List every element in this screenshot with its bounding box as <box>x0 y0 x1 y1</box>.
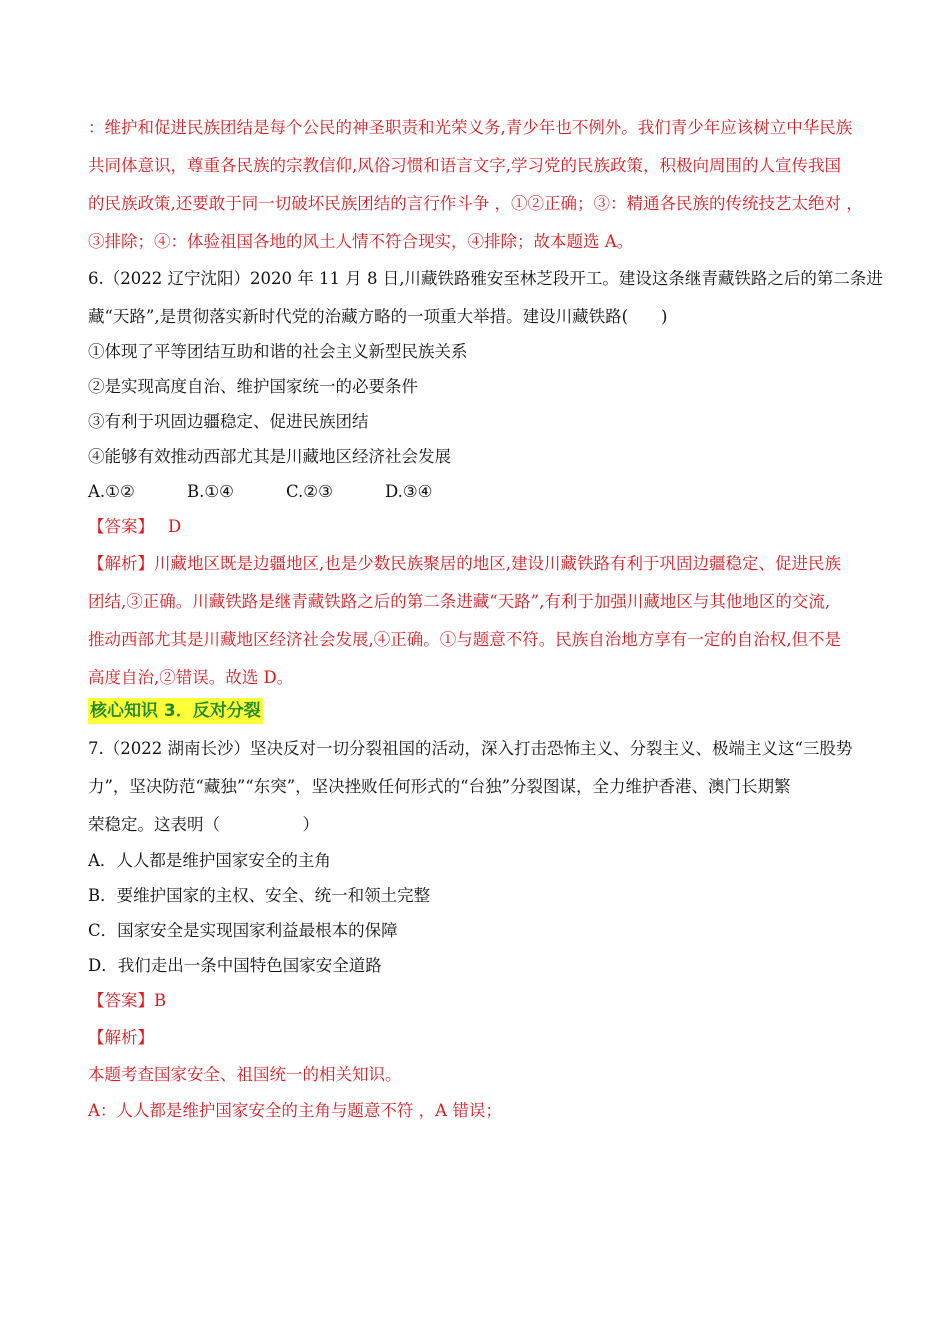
q6-analysis-line-4: 高度自治,②错误。故选 D。 <box>88 668 294 687</box>
q6-options <box>88 481 880 503</box>
section-heading: 核心知识 3．反对分裂 <box>88 698 263 724</box>
q7-answer-label: 【答案】 <box>88 991 154 1010</box>
q6-analysis-line-2: 团结,③正确。川藏铁路是继青藏铁路之后的第二条进藏“天路”,有利于加强川藏地区与其他地区的交流, <box>88 592 831 611</box>
q6-option-a: A.①② <box>88 482 135 501</box>
q6-option-d: D.③④ <box>385 482 433 501</box>
q6-analysis-line-3: 推动西部尤其是川藏地区经济社会发展,④正确。①与题意不符。民族自治地方享有一定的自治权,但不是 <box>88 630 841 649</box>
q6-analysis-line-1 <box>88 553 880 575</box>
q7-analysis-line-2: A：人人都是维护国家安全的主角与题意不符 ，A 错误； <box>88 1101 502 1120</box>
prev-analysis-line-2: 共同体意识，尊重各民族的宗教信仰,风俗习惯和语言文字,学习党的民族政策，积极向周围的人宣传我国 <box>88 156 841 175</box>
q6-answer <box>88 516 880 538</box>
q7-stem-line-2: 力”，坚决防范“藏独”“东突”，坚决挫败任何形式的“台独”分裂图谋，全力维护香港、澳门长期繁 <box>88 777 791 796</box>
q7-answer <box>88 990 880 1012</box>
q7-stem-line-1: 7.（2022 湖南长沙）坚决反对一切分裂祖国的活动，深入打击恐怖主义、分裂主义、极端主义这“三股势 <box>88 739 853 758</box>
prev-analysis-line-4: ③排除；④：体验祖国各地的风土人情不符合现实，④排除；故本题选 A。 <box>88 232 634 251</box>
q6-analysis-label: 【解析】 <box>88 554 154 573</box>
q6-stem-line-2: 藏“天路”,是贯彻落实新时代党的治藏方略的一项重大举措。建设川藏铁路( ) <box>88 307 668 326</box>
q6-statement-1: ①体现了平等团结互助和谐的社会主义新型民族关系 <box>88 342 468 361</box>
q6-statement-2: ②是实现高度自治、维护国家统一的必要条件 <box>88 377 418 396</box>
q6-statement-3: ③有利于巩固边疆稳定、促进民族团结 <box>88 412 369 431</box>
q6-option-c: C.②③ <box>286 482 333 501</box>
q7-option-b: B．要维护国家的主权、安全、统一和领土完整 <box>88 886 431 905</box>
q6-statement-4: ④能够有效推动西部尤其是川藏地区经济社会发展 <box>88 447 451 466</box>
q7-option-d: D．我们走出一条中国特色国家安全道路 <box>88 956 382 975</box>
q6-answer-value: D <box>168 517 182 536</box>
q7-analysis-line-1: 本题考查国家安全、祖国统一的相关知识。 <box>88 1065 402 1084</box>
prev-analysis-line-3: 的民族政策,还要敢于同一切破坏民族团结的言行作斗争 ，①②正确；③：精通各民族的传统技艺太绝对 ， <box>88 194 863 213</box>
q6-option-b: B.①④ <box>187 482 234 501</box>
q7-option-a: A．人人都是维护国家安全的主角 <box>88 851 331 870</box>
q6-answer-label: 【答案】 <box>88 517 154 536</box>
q6-analysis-text-1: 川藏地区既是边疆地区,也是少数民族聚居的地区,建设川藏铁路有利于巩固边疆稳定、促进民族 <box>154 554 841 573</box>
q7-answer-value: B <box>154 991 167 1010</box>
q7-option-c: C．国家安全是实现国家利益最根本的保障 <box>88 921 398 940</box>
q7-analysis-label: 【解析】 <box>88 1028 154 1047</box>
q7-stem-line-3: 荣稳定。这表明（ ） <box>88 815 319 834</box>
q6-stem-line-1: 6.（2022 辽宁沈阳）2020 年 11 月 8 日,川藏铁路雅安至林芝段开工。建设这条继青藏铁路之后的第二条进 <box>88 269 883 288</box>
prev-analysis-line-1: ：维护和促进民族团结是每个公民的神圣职责和光荣义务,青少年也不例外。我们青少年应该树立中华民族 <box>88 118 853 137</box>
